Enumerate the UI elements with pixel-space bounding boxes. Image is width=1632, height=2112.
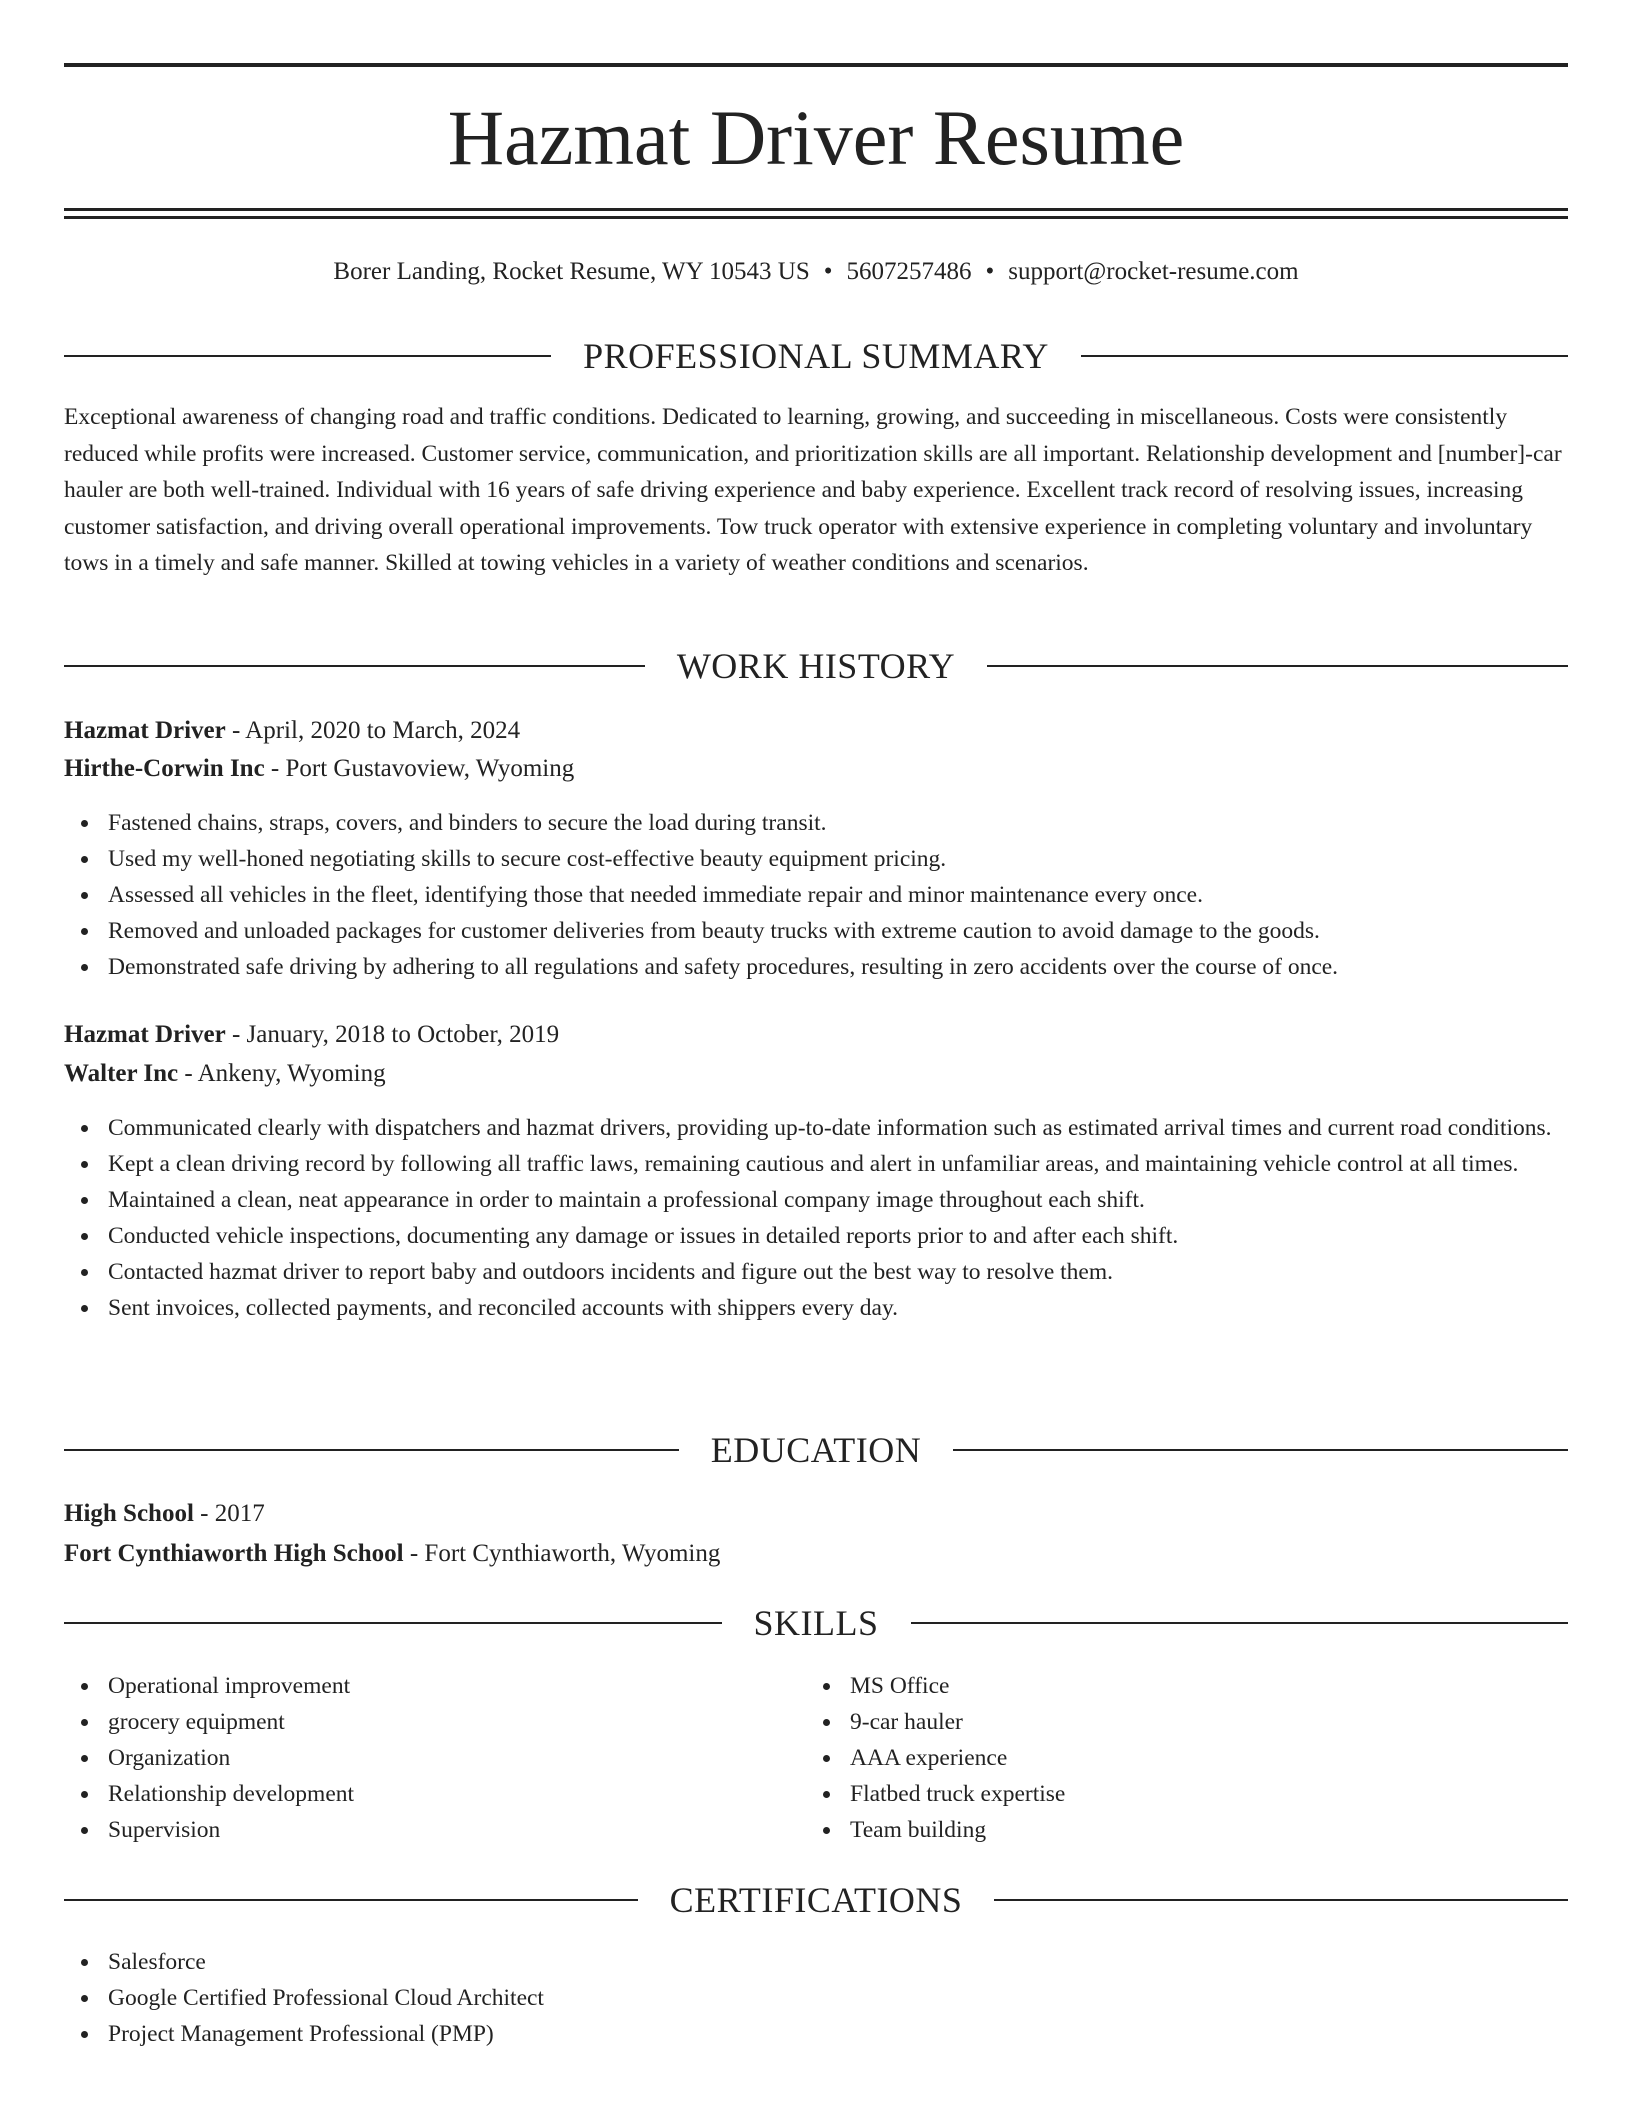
skills-list-right [806, 1668, 1548, 1848]
section-heading-work-history [64, 644, 1568, 688]
list-item: Removed and unloaded packages for customer deliveries from beauty trucks with extreme caution to avoid damage to the goods. [64, 913, 1568, 949]
page-title: Hazmat Driver Resume [447, 94, 1185, 181]
heading-rule [64, 1622, 722, 1624]
heading-rule [987, 665, 1568, 667]
section-heading-certifications [64, 1878, 1568, 1922]
job-title-line [64, 1016, 1568, 1054]
contact-address: Borer Landing, Rocket Resume, WY 10543 US [333, 258, 810, 285]
contact-email: support@rocket-resume.com [1008, 258, 1299, 285]
list-item: Flatbed truck expertise [806, 1776, 1548, 1812]
top-rule [64, 63, 1568, 67]
section-heading-education [64, 1428, 1568, 1472]
section-heading-skills [64, 1601, 1568, 1645]
job-location: - Port Gustavoview, Wyoming [264, 755, 575, 782]
job-title: Hazmat Driver [64, 717, 226, 744]
title-rule-upper [64, 208, 1568, 211]
list-item: Demonstrated safe driving by adhering to all regulations and safety procedures, resulting in zero accidents over the course of once. [64, 949, 1568, 985]
list-item: grocery equipment [64, 1704, 806, 1740]
education-location: - Fort Cynthiaworth, Wyoming [403, 1540, 721, 1567]
heading-rule [64, 355, 551, 357]
list-item: 9-car hauler [806, 1704, 1548, 1740]
job-dates: - January, 2018 to October, 2019 [225, 1021, 560, 1048]
list-item: Google Certified Professional Cloud Architect [64, 1980, 1568, 2016]
contact-separator: • [823, 258, 833, 285]
section-title: PROFESSIONAL SUMMARY [583, 336, 1049, 376]
education-school-line [64, 1535, 1568, 1573]
section-heading-summary [64, 334, 1568, 378]
list-item: Team building [806, 1812, 1548, 1848]
heading-rule [64, 665, 645, 667]
job-title: Hazmat Driver [64, 1021, 226, 1048]
job-dates: - April, 2020 to March, 2024 [225, 717, 521, 744]
skills-columns [64, 1668, 1568, 1848]
contact-separator: • [985, 258, 995, 285]
job-title-line [64, 712, 1568, 750]
list-item: Used my well-honed negotiating skills to secure cost-effective beauty equipment pricing. [64, 841, 1568, 877]
list-item: Relationship development [64, 1776, 806, 1812]
education-year: - 2017 [193, 1500, 265, 1527]
list-item: Fastened chains, straps, covers, and binders to secure the load during transit. [64, 805, 1568, 841]
list-item: Conducted vehicle inspections, documenting any damage or issues in detailed reports prior to and after each shift. [64, 1218, 1568, 1254]
heading-rule [953, 1449, 1568, 1451]
heading-rule [64, 1899, 638, 1901]
heading-rule [911, 1622, 1569, 1624]
list-item: AAA experience [806, 1740, 1548, 1776]
job-duties-list [64, 1110, 1568, 1326]
list-item: Operational improvement [64, 1668, 806, 1704]
list-item: Assessed all vehicles in the fleet, identifying those that needed immediate repair and minor maintenance every once. [64, 877, 1568, 913]
heading-rule [994, 1899, 1568, 1901]
list-item: Contacted hazmat driver to report baby and outdoors incidents and figure out the best way to resolve them. [64, 1254, 1568, 1290]
list-item: Supervision [64, 1812, 806, 1848]
section-title: WORK HISTORY [676, 646, 956, 686]
heading-rule [64, 1449, 679, 1451]
section-title: SKILLS [753, 1603, 879, 1643]
list-item: Communicated clearly with dispatchers and hazmat drivers, providing up-to-date information such as estimated arrival times and current road conditions. [64, 1110, 1568, 1146]
list-item: Sent invoices, collected payments, and reconciled accounts with shippers every day. [64, 1290, 1568, 1326]
job-location: - Ankeny, Wyoming [178, 1060, 386, 1087]
job-company: Hirthe-Corwin Inc [64, 755, 265, 782]
skills-list-left [64, 1668, 806, 1848]
education-degree-line [64, 1495, 1568, 1533]
contact-phone: 5607257486 [846, 258, 972, 285]
job-company-line [64, 1055, 1568, 1093]
heading-rule [1081, 355, 1568, 357]
list-item: MS Office [806, 1668, 1548, 1704]
list-item: Maintained a clean, neat appearance in order to maintain a professional company image throughout each shift. [64, 1182, 1568, 1218]
job-company: Walter Inc [64, 1060, 179, 1087]
summary-text: Exceptional awareness of changing road and traffic conditions. Dedicated to learning, growing, and succeeding in miscellaneous. Costs were consistently reduced while profits were increased. Customer service, communication, and prioritization skills are all important. Relationship development and [number]-car hauler are both well-trained. Individual with 16 years of safe driving experience and baby experience. Excellent track record of resolving issues, increasing customer satisfaction, and driving overall operational improvements. Tow truck operator with extensive experience in completing voluntary and involuntary tows in a timely and safe manner. Skilled at towing vehicles in a variety of weather conditions and scenarios. [64, 404, 1562, 576]
certifications-list [64, 1944, 1568, 2052]
job-duties-list [64, 805, 1568, 985]
list-item: Kept a clean driving record by following all traffic laws, remaining cautious and alert in unfamiliar areas, and maintaining vehicle control at all times. [64, 1146, 1568, 1182]
contact-line [64, 252, 1568, 292]
list-item: Salesforce [64, 1944, 1568, 1980]
section-title: CERTIFICATIONS [669, 1880, 963, 1920]
list-item: Organization [64, 1740, 806, 1776]
education-school: Fort Cynthiaworth High School [64, 1540, 404, 1567]
title-rule-lower [64, 216, 1568, 219]
education-degree: High School [64, 1500, 194, 1527]
job-company-line [64, 750, 1568, 788]
section-title: EDUCATION [710, 1430, 922, 1470]
list-item: Project Management Professional (PMP) [64, 2016, 1568, 2052]
